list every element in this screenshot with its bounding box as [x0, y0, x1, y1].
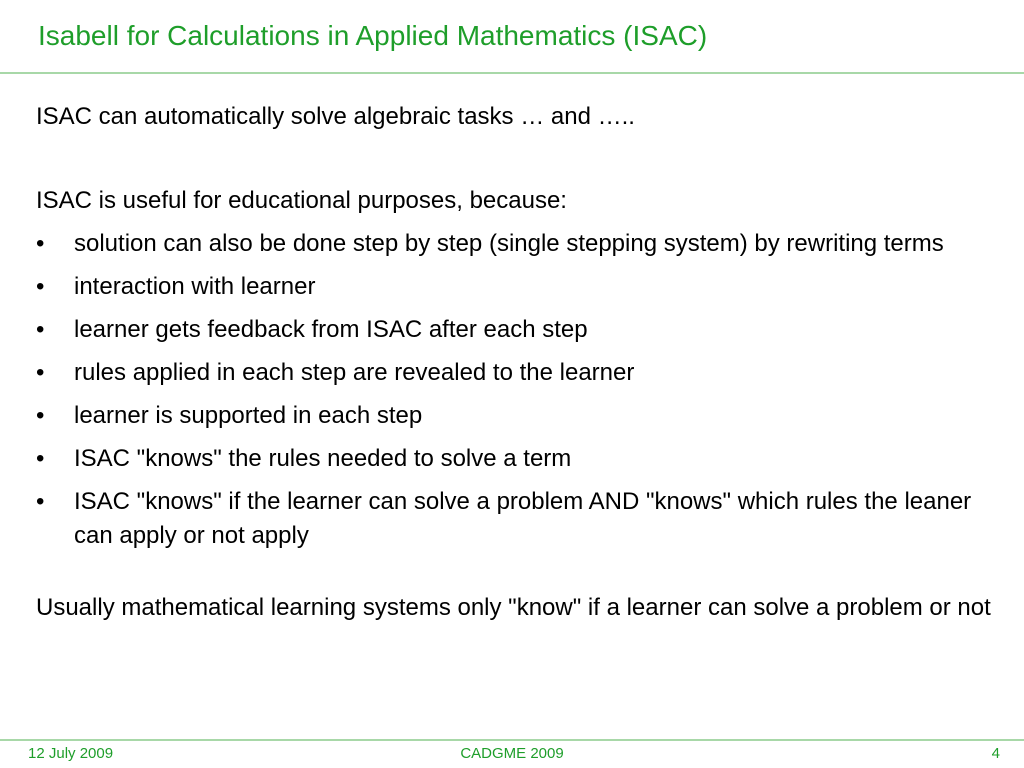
bullet-icon: •	[36, 488, 45, 515]
list-item-text: ISAC "knows" if the learner can solve a problem AND "knows" which rules the leaner can apply or not apply	[74, 488, 972, 549]
title-divider	[0, 72, 1024, 74]
list-item	[36, 313, 996, 347]
list-item	[36, 227, 996, 261]
bullet-icon: •	[36, 230, 45, 257]
intro-paragraph: ISAC can automatically solve algebraic tasks … and …..	[36, 103, 635, 130]
bullet-icon: •	[36, 402, 45, 429]
footer-divider	[0, 739, 1024, 741]
list-item	[36, 442, 996, 476]
footer-date: 12 July 2009	[28, 745, 114, 762]
slide-number: 4	[991, 745, 1000, 762]
bullet-icon: •	[36, 359, 45, 386]
list-item	[36, 356, 996, 390]
conclusion-paragraph: Usually mathematical learning systems only "know" if a learner can solve a problem or not	[36, 594, 991, 621]
list-item-text: learner gets feedback from ISAC after each step	[74, 316, 588, 343]
list-item-text: solution can also be done step by step (single stepping system) by rewriting terms	[74, 230, 944, 257]
footer-event: CADGME 2009	[460, 745, 564, 762]
bullet-icon: •	[36, 445, 45, 472]
reasons-list	[36, 227, 996, 553]
list-item-text: interaction with learner	[74, 273, 316, 300]
bullet-icon: •	[36, 273, 45, 300]
list-item-text: rules applied in each step are revealed to the learner	[74, 359, 635, 386]
list-item	[36, 270, 996, 304]
list-item	[36, 399, 996, 433]
slide-title: Isabell for Calculations in Applied Mathematics (ISAC)	[38, 20, 708, 51]
bullet-icon: •	[36, 316, 45, 343]
list-item	[36, 485, 996, 553]
reasons-heading: ISAC is useful for educational purposes, because:	[36, 187, 567, 214]
list-item-text: ISAC "knows" the rules needed to solve a term	[74, 445, 572, 472]
list-item-text: learner is supported in each step	[74, 402, 423, 429]
slide-body	[36, 100, 996, 625]
